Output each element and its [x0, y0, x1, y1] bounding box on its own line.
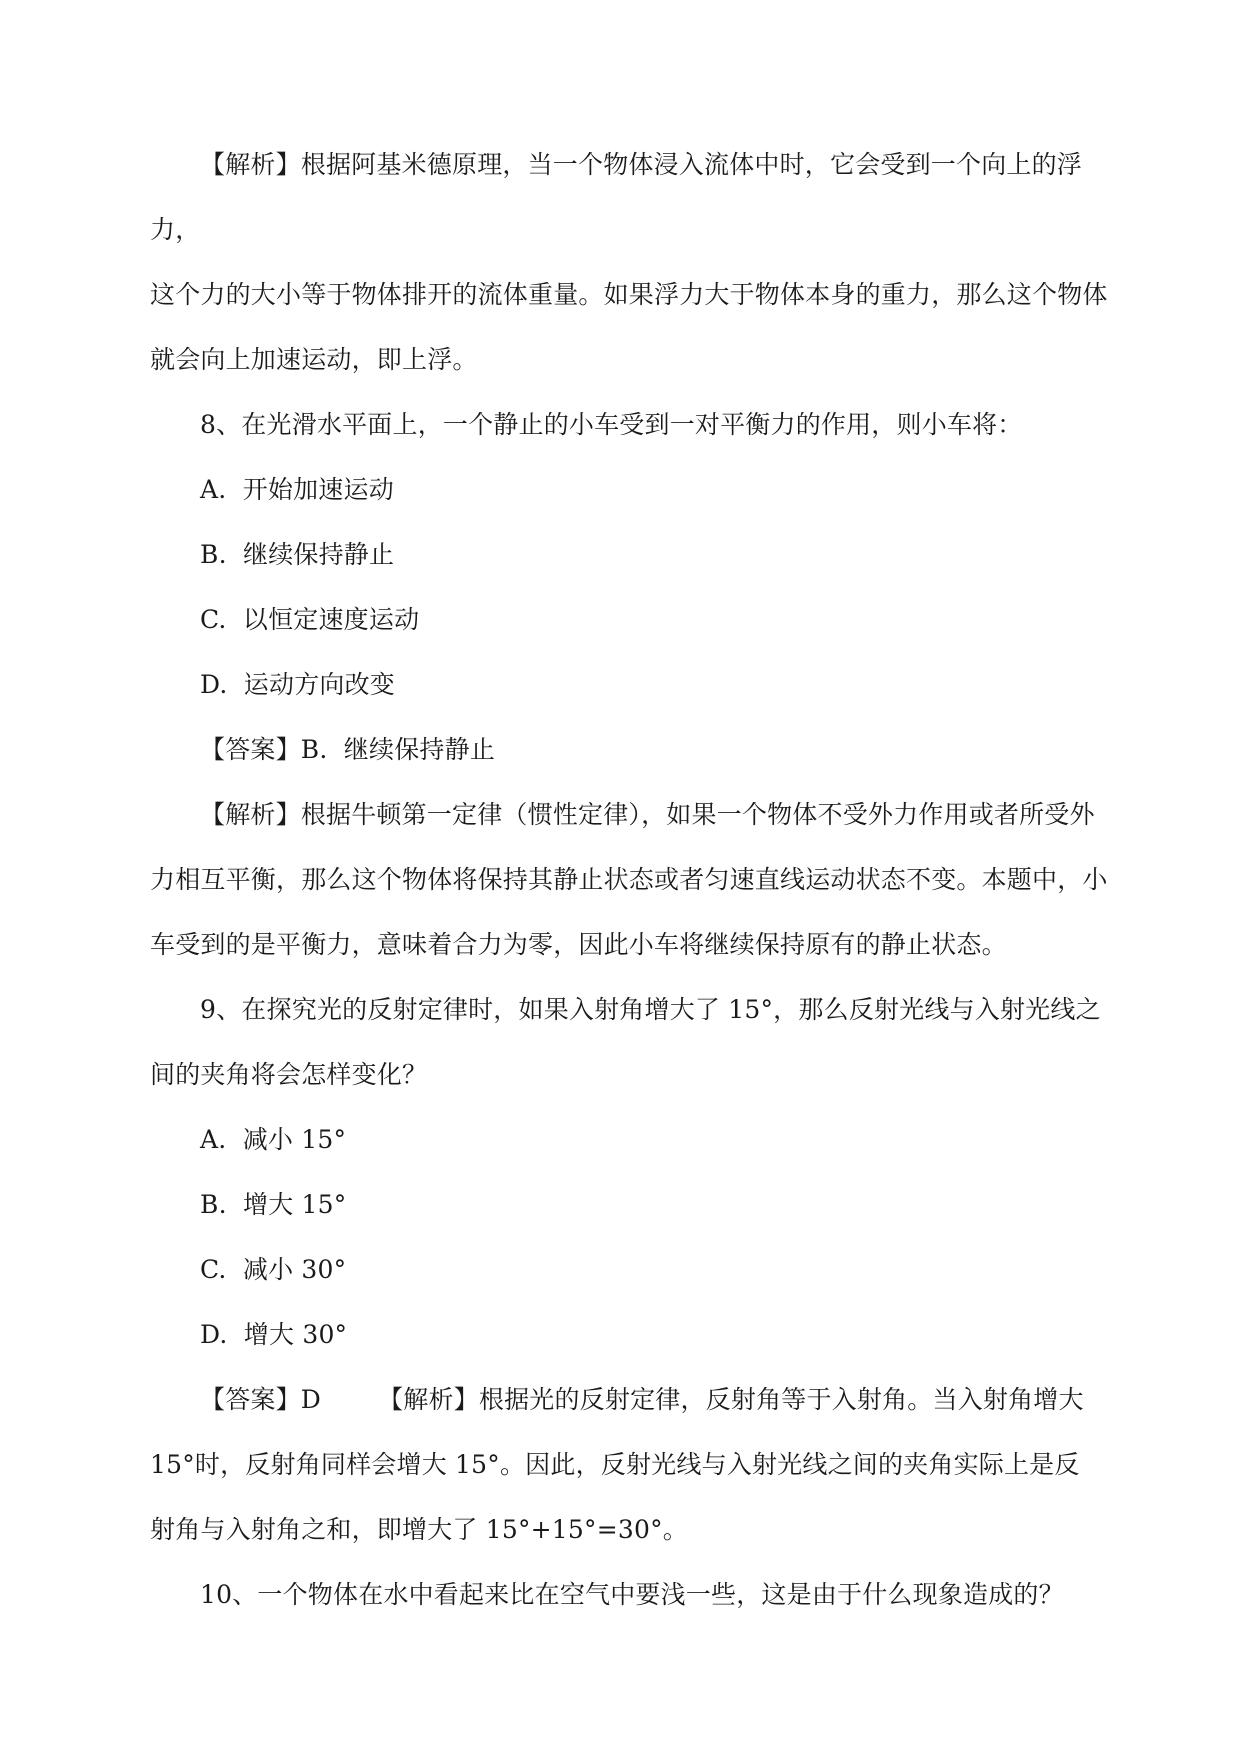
text-line: 【解析】根据牛顿第一定律（惯性定律），如果一个物体不受外力作用或者所受外	[200, 800, 1095, 829]
text-line: 就会向上加速运动，即上浮。	[150, 345, 478, 374]
question-10-text: 10、一个物体在水中看起来比在空气中要浅一些，这是由于什么现象造成的？	[200, 1580, 1064, 1609]
text-line: 【答案】D 【解析】根据光的反射定律，反射角等于入射角。当入射角增大	[200, 1385, 1084, 1414]
option-c: C. 以恒定速度运动	[200, 605, 420, 634]
text-line: 15°时，反射角同样会增大 15°。因此，反射光线与入射光线之间的夹角实际上是反	[150, 1450, 1080, 1479]
question-9	[150, 977, 1110, 1107]
analysis-paragraph	[150, 132, 1110, 392]
text-line: 这个力的大小等于物体排开的流体重量。如果浮力大于物体本身的重力，那么这个物体	[150, 280, 1108, 309]
answer-analysis-paragraph	[150, 1367, 1110, 1562]
option-a: A. 开始加速运动	[200, 475, 394, 504]
text-line: 【解析】根据阿基米德原理，当一个物体浸入流体中时，它会受到一个向上的浮力，	[150, 150, 1083, 244]
option-b: B. 继续保持静止	[200, 540, 395, 569]
answer-line: 【答案】B. 继续保持静止	[200, 735, 496, 764]
text-line: 间的夹角将会怎样变化？	[150, 1060, 428, 1089]
option-d: D. 运动方向改变	[200, 670, 395, 699]
analysis-paragraph	[150, 782, 1110, 977]
text-line: 车受到的是平衡力，意味着合力为零，因此小车将继续保持原有的静止状态。	[150, 930, 1007, 959]
text-line: 射角与入射角之和，即增大了 15°+15°=30°。	[150, 1515, 688, 1544]
option-b: B. 增大 15°	[200, 1190, 347, 1219]
text-line: 力相互平衡，那么这个物体将保持其静止状态或者匀速直线运动状态不变。本题中，小	[150, 865, 1108, 894]
option-d: D. 增大 30°	[200, 1320, 348, 1349]
option-a: A. 减小 15°	[200, 1125, 347, 1154]
option-c: C. 减小 30°	[200, 1255, 347, 1284]
document-page	[150, 132, 1110, 1627]
text-line: 9、在探究光的反射定律时，如果入射角增大了 15°，那么反射光线与入射光线之	[200, 995, 1101, 1024]
question-8-text: 8、在光滑水平面上，一个静止的小车受到一对平衡力的作用，则小车将：	[200, 410, 1023, 439]
